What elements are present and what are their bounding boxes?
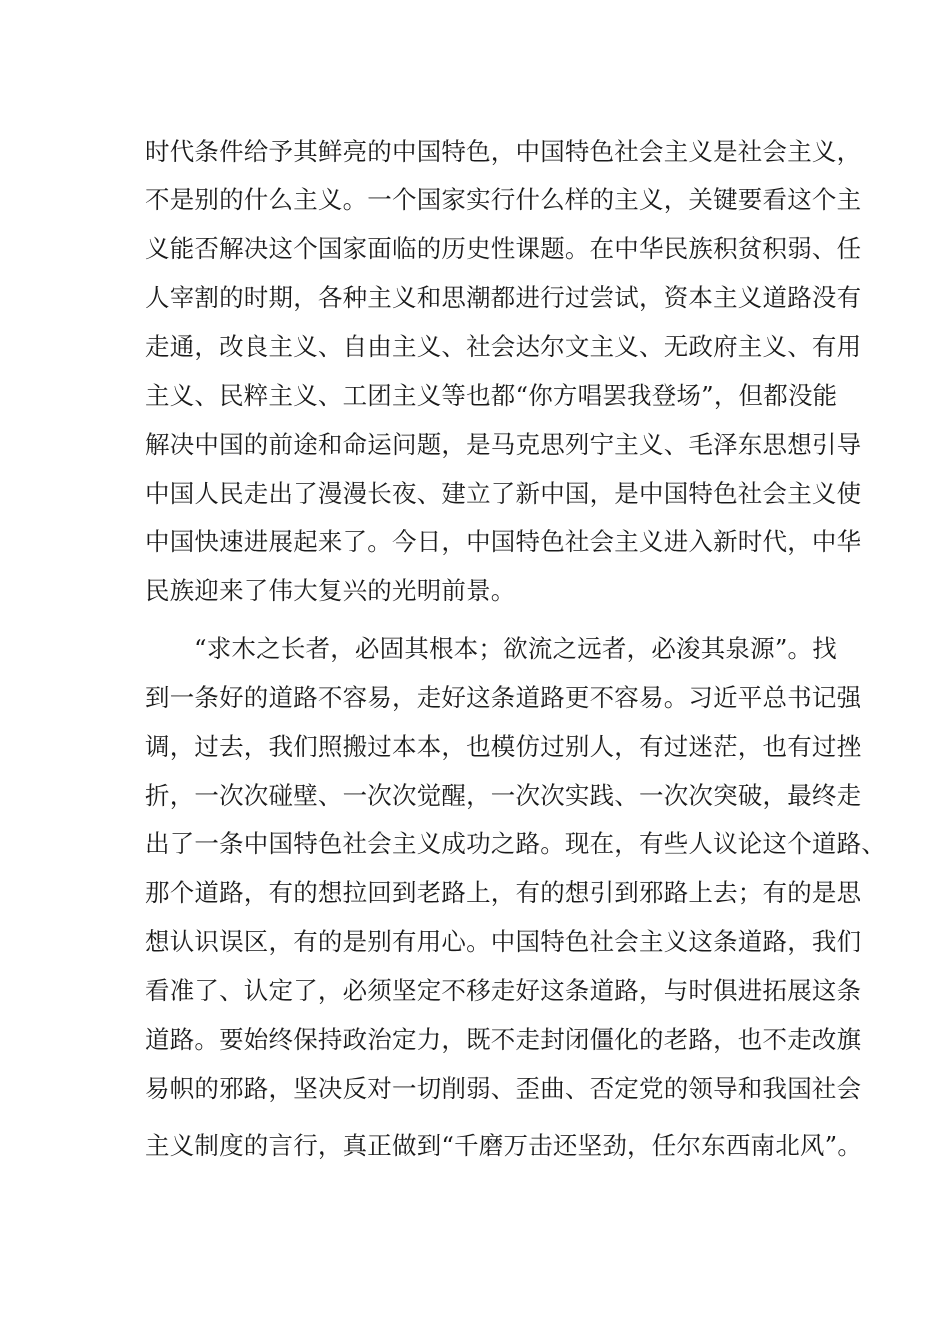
text-line: 义能否解决这个国家面临的历史性课题。在中华民族积贫积弱、任 <box>145 234 862 263</box>
text-line: 道路。要始终保持政治定力，既不走封闭僵化的老路，也不走改旗 <box>145 1025 862 1054</box>
text-line: 中国快速进展起来了。今日，中国特色社会主义进入新时代，中华 <box>145 527 862 556</box>
text-line: 出了一条中国特色社会主义成功之路。现在，有些人议论这个道路、 <box>145 829 886 858</box>
text-line: 那个道路，有的想拉回到老路上，有的想引到邪路上去；有的是思 <box>145 878 862 907</box>
text-line: 解决中国的前途和命运问题，是马克思列宁主义、毛泽东思想引导 <box>145 430 862 459</box>
text-line: 看准了、认定了，必须坚定不移走好这条道路，与时俱进拓展这条 <box>145 976 862 1005</box>
text-line: 民族迎来了伟大复兴的光明前景。 <box>145 576 516 605</box>
text-line: 不是别的什么主义。一个国家实行什么样的主义，关键要看这个主 <box>145 185 862 214</box>
text-line: 走通，改良主义、自由主义、社会达尔文主义、无政府主义、有用 <box>145 332 862 361</box>
text-line: 主义制度的言行，真正做到“千磨万击还坚劲，任尔东西南北风”。 <box>145 1131 863 1160</box>
text-line: 调，过去，我们照搬过本本，也模仿过别人，有过迷茫，也有过挫 <box>145 732 862 761</box>
text-line: 到一条好的道路不容易，走好这条道路更不容易。习近平总书记强 <box>145 683 862 712</box>
text-line: 易帜的邪路，坚决反对一切削弱、歪曲、否定党的领导和我国社会 <box>145 1074 862 1103</box>
text-line: 中国人民走出了漫漫长夜、建立了新中国，是中国特色社会主义使 <box>145 479 862 508</box>
text-line: 折，一次次碰壁、一次次觉醒，一次次实践、一次次突破，最终走 <box>145 781 862 810</box>
text-line: 人宰割的时期，各种主义和思潮都进行过尝试，资本主义道路没有 <box>145 283 862 312</box>
text-line: 想认识误区，有的是别有用心。中国特色社会主义这条道路，我们 <box>145 927 862 956</box>
text-line: 时代条件给予其鲜亮的中国特色，中国特色社会主义是社会主义， <box>145 137 862 166</box>
paragraph-first-line: “求木之长者，必固其根本；欲流之远者，必浚其泉源”。找 <box>194 634 837 663</box>
text-line: 主义、民粹主义、工团主义等也都“你方唱罢我登场”，但都没能 <box>145 381 838 410</box>
